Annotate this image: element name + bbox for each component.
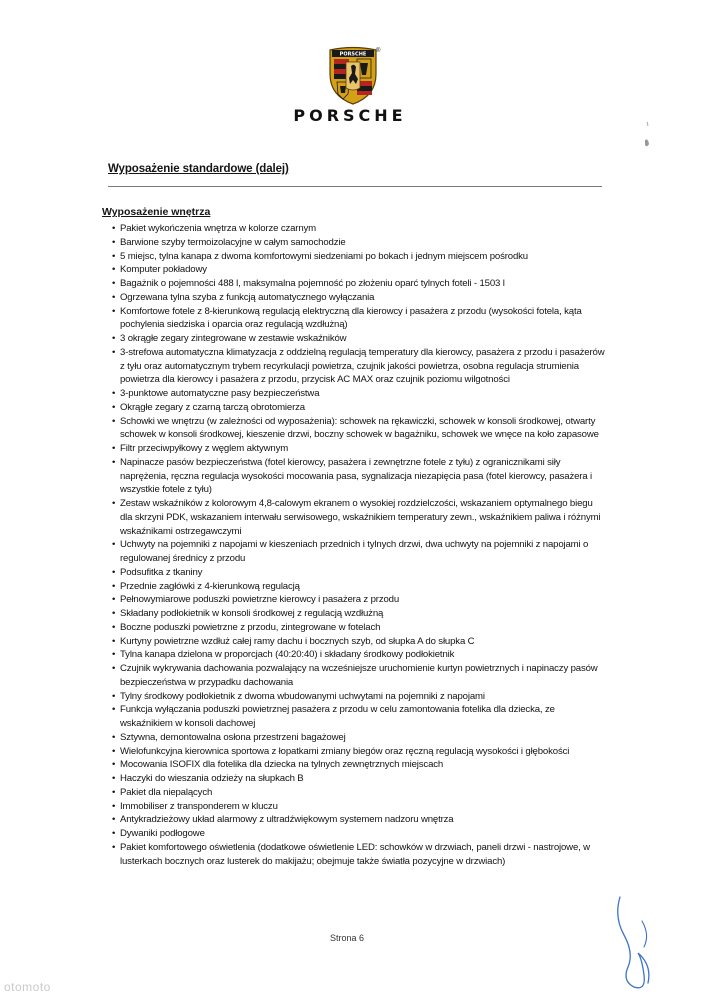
list-item: • Pakiet wykończenia wnętrza w kolorze czarnym [112, 222, 606, 236]
list-item: • Schowki we wnętrzu (w zależności od wyposażenia): schowek na rękawiczki, schowek w konsoli środkowej, otwarty schowek w konsoli środkowej, kieszenie drzwi, boczny schowek w bagażniku, schowek we wnęce na koło zapasowe [112, 415, 606, 443]
list-item: • Bagażnik o pojemności 488 l, maksymalna pojemność po złożeniu oparć tylnych foteli - 1503 l [112, 277, 606, 291]
signature-icon [598, 895, 668, 995]
list-item: • Komputer pokładowy [112, 263, 606, 277]
list-item: • Zestaw wskaźników z kolorowym 4,8-calowym ekranem o wysokiej rozdzielczości, wskazaniem optymalnego biegu dla skrzyni PDK, wskazaniem interwału serwisowego, wskaźnikiem temperatury zewn., wskaźnikiem paliwa i różnymi wskaźnikami ostrzegawczymi [112, 497, 606, 538]
list-item: • 3-strefowa automatyczna klimatyzacja z oddzielną regulacją temperatury dla kierowcy, pasażera z przodu i pasażerów z tyłu oraz automatycznym trybem recyrkulacji powietrza, czujnik jakości powietrza, osobna regulacja strumienia powietrza dla kierowcy i pasażera z przodu, przycisk AC MAX oraz czujnik poziomu wilgotności [112, 346, 606, 387]
watermark: otomoto [4, 980, 51, 994]
list-item: • Haczyki do wieszania odzieży na słupkach B [112, 772, 606, 786]
list-item: • Immobiliser z transponderem w kluczu [112, 800, 606, 814]
list-item: • Pakiet komfortowego oświetlenia (dodatkowe oświetlenie LED: schowków w drzwiach, paneli drzwi - nastrojowe, w lusterkach bocznych oraz lusterek do makijażu; obejmuje także światła pozycyjne w drzwiach) [112, 841, 606, 869]
porsche-crest-logo [327, 44, 379, 106]
list-item: • Tylny środkowy podłokietnik z dwoma wbudowanymi uchwytami na pojemniki z napojami [112, 690, 606, 704]
section-divider [108, 186, 602, 187]
list-item: • Filtr przeciwpyłkowy z węglem aktywnym [112, 442, 606, 456]
porsche-wordmark: PORSCHE [293, 106, 407, 125]
list-item: • Dywaniki podłogowe [112, 827, 606, 841]
list-item: • Pakiet dla niepalących [112, 786, 606, 800]
list-item: • Sztywna, demontowalna osłona przestrzeni bagażowej [112, 731, 606, 745]
list-item: • Pełnowymiarowe poduszki powietrzne kierowcy i pasażera z przodu [112, 593, 606, 607]
list-item: • Napinacze pasów bezpieczeństwa (fotel kierowcy, pasażera i zewnętrzne fotele z tyłu) z ogranicznikami siły naprężenia, ręczna regulacja wysokości mocowania pasa, sygnalizacja niezapięcia pasa (fotel kierowcy, pasażera i wszystkie fotele z tyłu) [112, 456, 606, 497]
list-item: • Ogrzewana tylna szyba z funkcją automatycznego wyłączania [112, 291, 606, 305]
list-item: • Przednie zagłówki z 4-kierunkową regulacją [112, 580, 606, 594]
section-title: Wyposażenie standardowe (dalej) [108, 163, 289, 175]
list-item: • Uchwyty na pojemniki z napojami w kieszeniach przednich i tylnych drzwi, dwa uchwyty na pojemniki z napojami o regulowanej średnicy z przodu [112, 538, 606, 566]
list-item: • Kurtyny powietrzne wzdłuż całej ramy dachu i bocznych szyb, od słupka A do słupka C [112, 635, 606, 649]
list-item: • 3 okrągłe zegary zintegrowane w zestawie wskaźników [112, 332, 606, 346]
equipment-list [112, 222, 606, 868]
registered-mark: ® [376, 48, 381, 54]
crest-icon [327, 44, 379, 106]
list-item: • Boczne poduszki powietrzne z przodu, zintegrowane w fotelach [112, 621, 606, 635]
subsection-title: Wyposażenie wnętrza [102, 206, 211, 218]
list-item: • 5 miejsc, tylna kanapa z dwoma komfortowymi siedzeniami po bokach i jednym miejscem pośrodku [112, 250, 606, 264]
crest-label: PORSCHE [339, 51, 367, 58]
pen-mark-icon [642, 120, 654, 150]
list-item: • Antykradzieżowy układ alarmowy z ultradźwiękowym systemem nadzoru wnętrza [112, 813, 606, 827]
list-item: • Funkcja wyłączania poduszki powietrznej pasażera z przodu w celu zamontowania fotelika dla dziecka, ze wskaźnikiem w konsoli dachowej [112, 703, 606, 731]
list-item: • Czujnik wykrywania dachowania pozwalający na wcześniejsze uruchomienie kurtyn powietrznych i napinaczy pasów bezpieczeństwa w przypadku dachowania [112, 662, 606, 690]
list-item: • Okrągłe zegary z czarną tarczą obrotomierza [112, 401, 606, 415]
list-item: • Barwione szyby termoizolacyjne w całym samochodzie [112, 236, 606, 250]
list-item: • Komfortowe fotele z 8-kierunkową regulacją elektryczną dla kierowcy i pasażera z przodu (wysokości fotela, kąta pochylenia siedziska i oparcia oraz regulacją wzdłużną) [112, 305, 606, 333]
list-item: • Mocowania ISOFIX dla fotelika dla dziecka na tylnych zewnętrznych miejscach [112, 758, 606, 772]
list-item: • Tylna kanapa dzielona w proporcjach (40:20:40) i składany środkowy podłokietnik [112, 648, 606, 662]
list-item: • Składany podłokietnik w konsoli środkowej z regulacją wzdłużną [112, 607, 606, 621]
list-item: • Podsufitka z tkaniny [112, 566, 606, 580]
list-item: • Wielofunkcyjna kierownica sportowa z łopatkami zmiany biegów oraz ręczną regulacją wysokości i głębokości [112, 745, 606, 759]
page-number: Strona 6 [330, 933, 365, 943]
list-item: • 3-punktowe automatyczne pasy bezpieczeństwa [112, 387, 606, 401]
